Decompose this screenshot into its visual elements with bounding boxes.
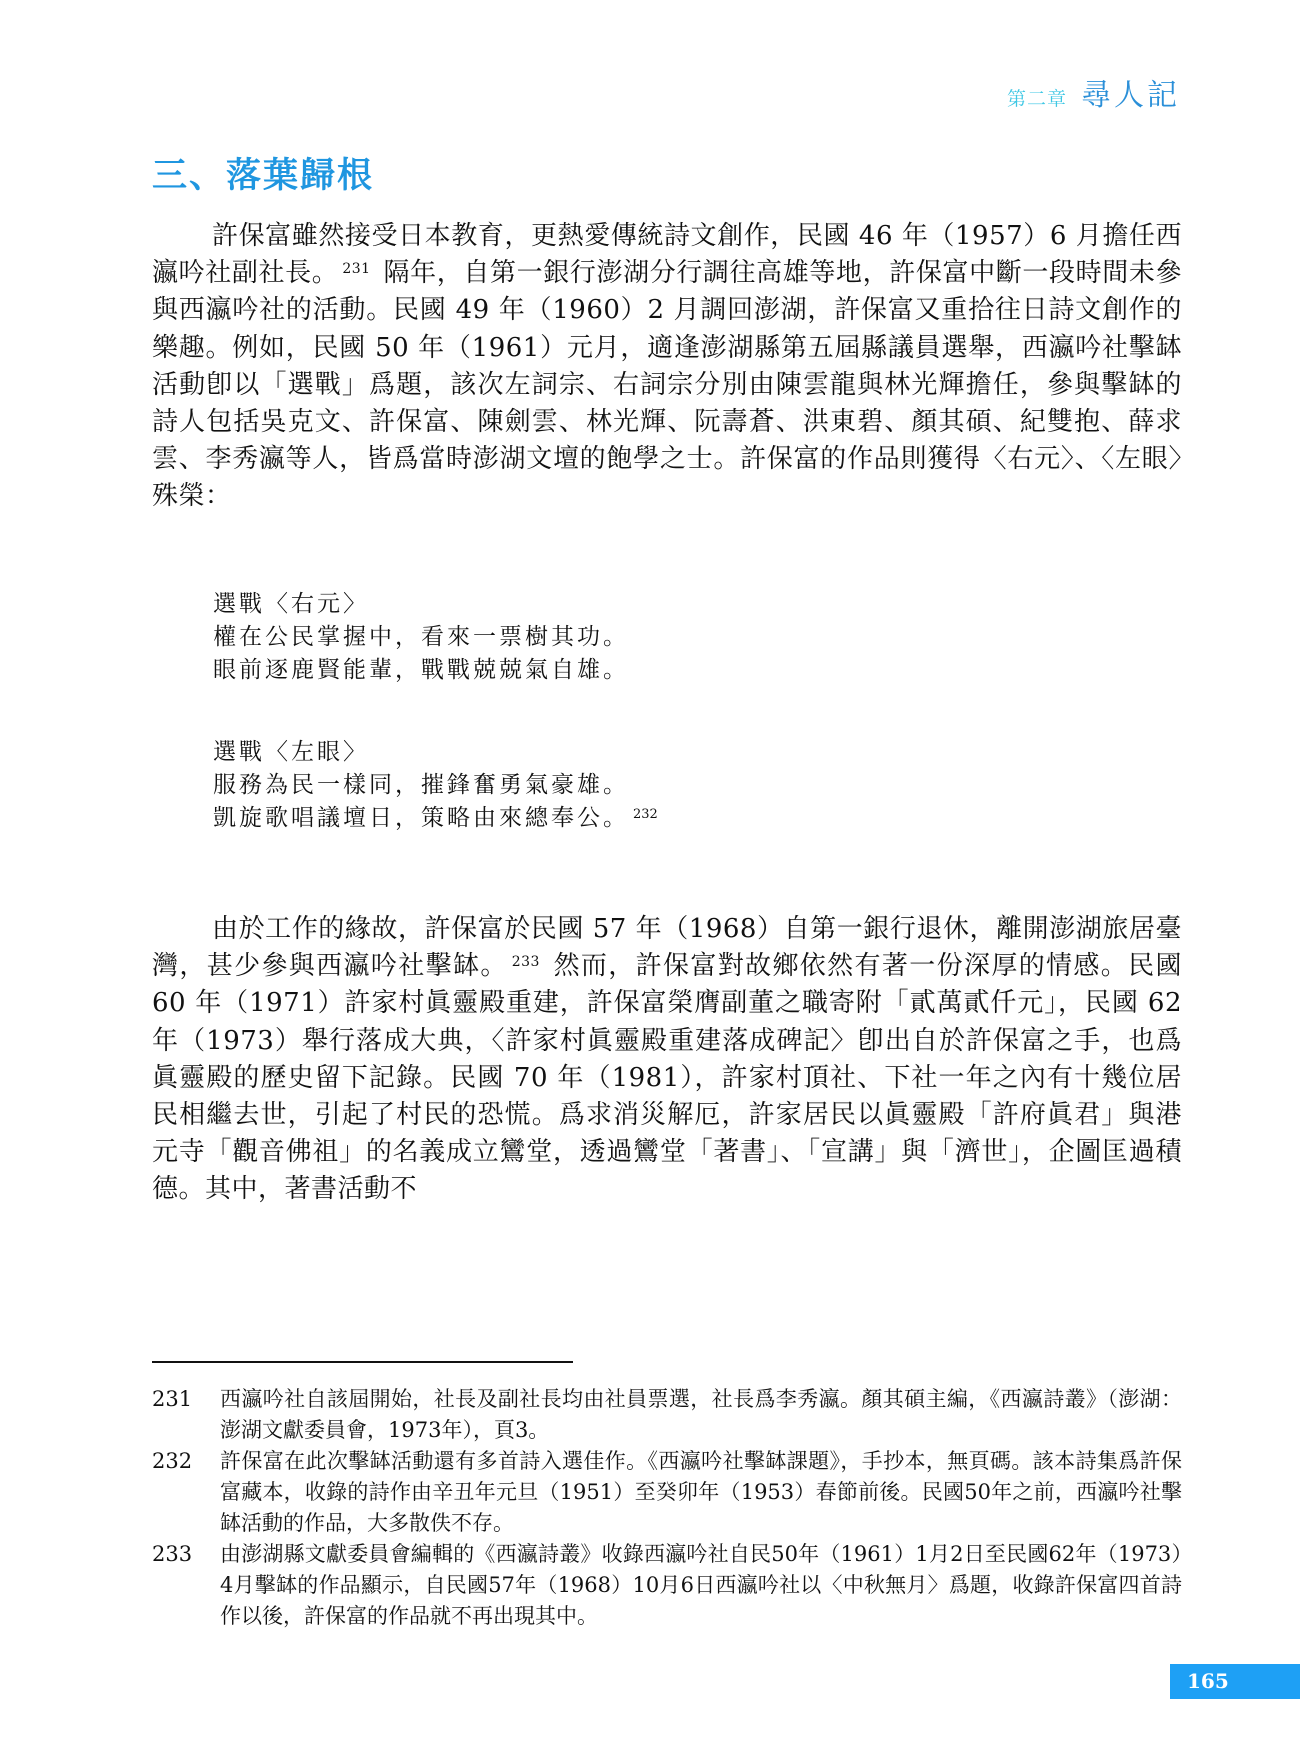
poem-right-first <box>213 588 629 687</box>
paragraph-text: 隔年，自第一銀行澎湖分行調往高雄等地，許保富中斷一段時間未參與西瀛吟社的活動。民國 49 年（1960）2 月調回澎湖，許保富又重拾往日詩文創作的樂趣。例如，民國 50 年（1961）元月，適逢澎湖縣第五屆縣議員選舉，西瀛吟社擊缽活動卽以「選戰」爲題，該次左詞宗、右詞宗分別由陳雲龍與林光輝擔任，參與擊缽的詩人包括吳克文、許保富、陳劍雲、林光輝、阮壽蒼、洪東碧、顏其碩、紀雙抱、薛求雲、李秀瀛等人，皆爲當時澎湖文壇的飽學之士。許保富的作品則獲得〈右元〉、〈左眼〉殊榮： <box>152 258 1182 512</box>
footnote-text: 由澎湖縣文獻委員會編輯的《西瀛詩叢》收錄西瀛吟社自民50年（1961）1月2日至民國62年（1973）4月擊缽的作品顯示，自民國57年（1968）10月6日西瀛吟社以〈中秋無月〉爲題，收錄許保富四首詩作以後，許保富的作品就不再出現其中。 <box>220 1542 1182 1628</box>
poem-left-eye <box>213 736 658 835</box>
footnote-ref-232[interactable]: 232 <box>633 807 658 822</box>
poem-line: 權在公民掌握中，看來一票樹其功。 <box>213 624 629 650</box>
footnotes <box>152 1384 1182 1632</box>
footnote-text: 西瀛吟社自該屆開始，社長及副社長均由社員票選，社長爲李秀瀛。顏其碩主編，《西瀛詩叢》（澎湖：澎湖文獻委員會，1973年），頁3。 <box>220 1387 1182 1442</box>
footnote-231 <box>152 1384 1182 1446</box>
footnote-number: 233 <box>152 1542 193 1566</box>
paragraph-text: 由於工作的緣故，許保富於民國 57 年（1968）自第一銀行退休，離開澎湖旅居臺灣，甚少參與西瀛吟社擊缽。 <box>152 914 1182 982</box>
running-header <box>1007 70 1180 114</box>
footnote-233 <box>152 1539 1182 1632</box>
poem-line-text: 凱旋歌唱議壇日，策略由來總奉公。 <box>213 805 629 831</box>
poem-title: 選戰〈右元〉 <box>213 591 369 617</box>
poem-line: 服務為民一樣同，摧鋒奮勇氣豪雄。 <box>213 772 629 798</box>
footnote-232 <box>152 1446 1182 1539</box>
paragraph-text: 許保富雖然接受日本教育，更熱愛傳統詩文創作，民國 46 年（1957）6 月擔任西瀛吟社副社長。 <box>152 221 1182 289</box>
poem-line <box>213 802 658 835</box>
poem-line: 眼前逐鹿賢能輩，戰戰兢兢氣自雄。 <box>213 657 629 683</box>
page-number: 165 <box>1170 1664 1300 1699</box>
body-paragraph-2 <box>152 911 1182 1209</box>
chapter-number: 第二章 <box>1006 88 1067 110</box>
body-paragraph-1 <box>152 218 1182 516</box>
footnote-number: 232 <box>152 1449 193 1473</box>
footnote-ref-233[interactable]: 233 <box>511 954 540 971</box>
paragraph-text: 然而，許保富對故鄉依然有著一份深厚的情感。民國 60 年（1971）許家村眞靈殿重建，許保富榮膺副董之職寄附「貳萬貳仟元」，民國 62 年（1973）舉行落成大典，〈許家村眞靈殿重建落成碑記〉卽出自於許保富之手，也爲眞靈殿的歷史留下記錄。民國 70 年（1981），許家村頂社、下社一年之內有十幾位居民相繼去世，引起了村民的恐慌。爲求消災解厄，許家居民以眞靈殿「許府眞君」與港元寺「觀音佛祖」的名義成立鸞堂，透過鸞堂「著書」、「宣講」與「濟世」，企圖匡過積德。其中，著書活動不 <box>152 951 1182 1205</box>
chapter-title: 尋人記 <box>1081 78 1180 113</box>
footnote-number: 231 <box>152 1387 193 1411</box>
section-title: 三、落葉歸根 <box>152 155 375 196</box>
footnote-ref-231[interactable]: 231 <box>342 261 371 278</box>
poem-title: 選戰〈左眼〉 <box>213 739 369 765</box>
footnote-text: 許保富在此次擊缽活動還有多首詩入選佳作。《西瀛吟社擊缽課題》，手抄本，無頁碼。該本詩集爲許保富藏本，收錄的詩作由辛丑年元旦（1951）至癸卯年（1953）春節前後。民國50年之前，西瀛吟社擊缽活動的作品，大多散佚不存。 <box>220 1449 1182 1535</box>
footnote-divider <box>152 1361 573 1363</box>
